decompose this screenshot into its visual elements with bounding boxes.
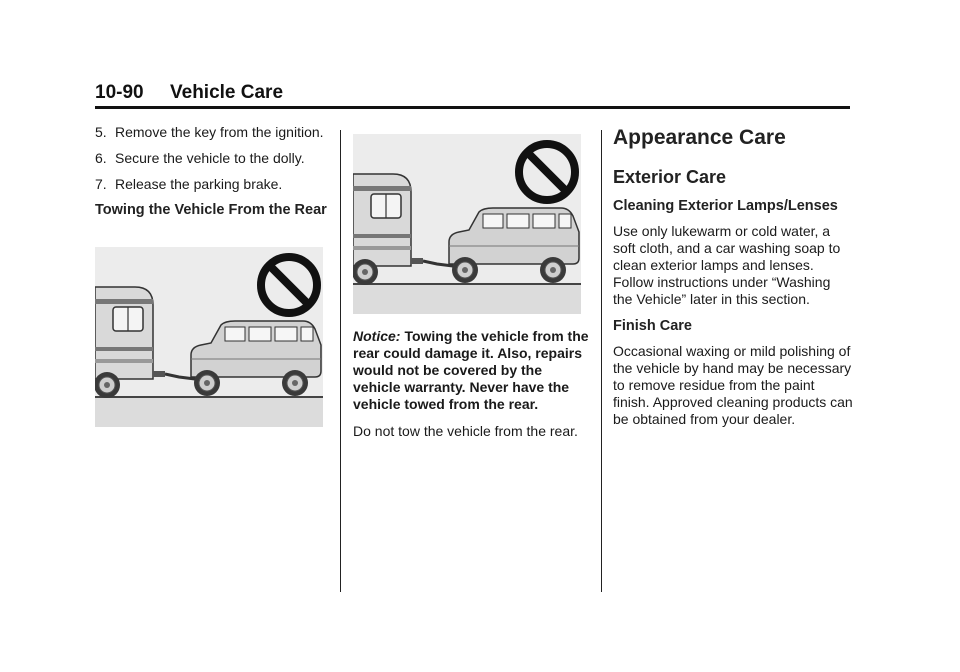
step-text: Secure the vehicle to the dolly. — [115, 150, 305, 166]
step-list — [95, 124, 327, 193]
column-divider — [601, 130, 602, 592]
step-text: Remove the key from the ignition. — [115, 124, 324, 140]
towing-illustration — [353, 134, 589, 314]
list-item — [95, 150, 327, 167]
page-header — [95, 82, 850, 109]
column-left — [95, 124, 327, 427]
notice-label: Notice: — [353, 328, 401, 344]
section-title: Cleaning Exterior Lamps/Lenses — [613, 198, 838, 214]
heading-appearance-care: Appearance Care — [613, 126, 786, 149]
towing-illustration — [95, 247, 327, 427]
section-title: Finish Care — [613, 318, 692, 334]
column-middle — [353, 124, 589, 440]
step-text: Release the parking brake. — [115, 176, 283, 192]
notice — [353, 328, 589, 413]
column-divider — [340, 130, 341, 592]
page-number: 10-90 — [95, 82, 144, 103]
notice-text: Towing the vehicle from the rear could damage it. Also, repairs would not be covered by the vehicle warranty. Never have the vehicle towed from the rear. — [353, 328, 589, 412]
towing-figure — [95, 247, 323, 427]
section-title: Vehicle Care — [170, 82, 284, 103]
step-number: 5. — [95, 124, 107, 140]
step-number: 6. — [95, 150, 107, 166]
list-item — [95, 124, 327, 141]
list-item — [95, 176, 327, 193]
subheading-towing-from-rear: Towing the Vehicle From the Rear — [95, 202, 327, 218]
towing-figure — [353, 134, 581, 314]
heading-exterior-care: Exterior Care — [613, 167, 727, 187]
paragraph: Do not tow the vehicle from the rear. — [353, 423, 578, 439]
column-right — [613, 124, 853, 428]
step-number: 7. — [95, 176, 107, 192]
section-text: Use only lukewarm or cold water, a soft cloth, and a car washing soap to clean exterior lamps and lenses. Follow instructions under “Washing the Vehicle” later in this section. — [613, 223, 841, 307]
section-text: Occasional waxing or mild polishing of the vehicle by hand may be necessary to remove residue from the paint finish. Approved cleaning products can be obtained from your dealer. — [613, 343, 853, 427]
